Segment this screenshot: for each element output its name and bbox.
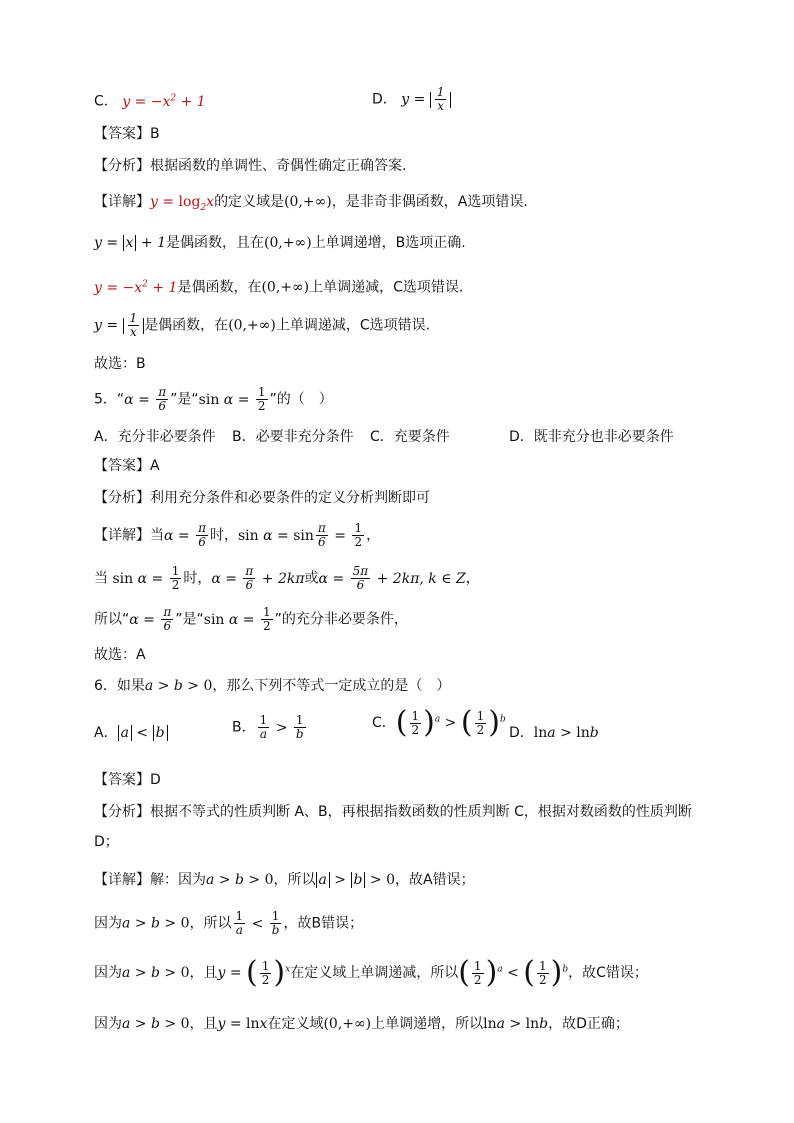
q6-option-b: B． $\frac{1}{a}$ > $\frac{1}{b}$ (232, 713, 304, 741)
q4-detail-4: y = $\frac{1}{x}$ 是偶函数，在(0,+∞)上单调递减，C选项错误. (94, 311, 431, 339)
q6-stem: 6．如果a > b > 0，那么下列不等式一定成立的是（ ） (94, 678, 451, 694)
q5-choice: 故选：A (94, 647, 146, 663)
q4-analysis: 【分析】根据函数的单调性、奇偶性确定正确答案. (94, 158, 407, 174)
q6-detail-2: 因为a > b > 0，所以 $\frac{1}{a}$ < $\frac{1}{b}$ ，故B错误； (94, 909, 364, 937)
q6-option-d: D．lna > lnb (509, 725, 599, 741)
q5-option-d: D．既非充分也非必要条件 (509, 429, 674, 445)
option-c-row (94, 88, 206, 112)
q5-detail-1: 【详解】当α = $\frac{\pi}{6}$ 时，sin α = sin $\frac{\pi}{6}$ = $\frac{1}{2}$ ， (94, 521, 381, 549)
option-c-formula: $y = -x^2 + 1$ (122, 93, 206, 110)
q5-option-c: C．充要条件 (370, 429, 450, 445)
q5-analysis: 【分析】利用充分条件和必要条件的定义分析判断即可 (94, 490, 430, 506)
q5-detail-2: 当 sin α = $\frac{1}{2}$ 时，α = $\frac{\pi}{6}$ + 2kπ或α = $\frac{5\pi}{6}$ + 2kπ, k ∈ Z， (94, 564, 480, 592)
q6-option-a: A． a < b (94, 722, 168, 742)
q5-detail-3: 所以“α = $\frac{\pi}{6}$ ”是“sin α = $\frac{1}{2}$ ”的充分非必要条件， (94, 605, 408, 633)
q6-detail-3: 因为a > b > 0，且y = ( $\frac{1}{2}$ )$^x$在定义域上单调递减，所以( $\frac{1}{2}$ )$^a$ < ( $\frac{1}{2}$ )$^b$，故C错误； (94, 955, 648, 990)
q6-option-c: C．( $\frac{1}{2}$ )$^a$ > ( $\frac{1}{2}$ )$^b$ (372, 705, 506, 740)
q6-analysis-2: D； (94, 834, 119, 850)
q4-detail-3: $y = -x^2 + 1$是偶函数，在(0,+∞)上单调递减，C选项错误. (94, 279, 464, 296)
q5-option-b: B．必要非充分条件 (232, 429, 354, 445)
q6-detail-1: 【详解】解：因为a > b > 0，所以 a > b > 0，故A错误； (94, 872, 475, 888)
option-d-formula: y = $\frac{1}{x}$ (401, 92, 451, 108)
q5-stem: 5．“α = $\frac{\pi}{6}$ ”是“sin α = $\frac{1}{2}$ ”的（ ） (94, 385, 333, 413)
option-d-row (372, 86, 451, 113)
q6-analysis-1: 【分析】根据不等式的性质判断 A、B，再根据指数函数的性质判断 C，根据对数函数的性质判断 (94, 804, 692, 820)
option-c-label: C． (94, 93, 118, 110)
q4-detail-1: 【详解】$y = \log_2x$的定义域是(0,+∞)，是非奇非偶函数，A选项错误. (94, 194, 528, 213)
q4-choice: 故选：B (94, 356, 146, 372)
q5-answer: 【答案】A (94, 458, 160, 474)
q4-detail-tag: 【详解】 (94, 194, 150, 210)
q6-answer: 【答案】D (94, 772, 161, 788)
q6-detail-4: 因为a > b > 0，且y = lnx在定义域(0,+∞)上单调递增，所以lna > lnb，故D正确； (94, 1016, 629, 1032)
q4-detail-2: y = x + 1是偶函数，且在(0,+∞)上单调递增，B选项正确. (94, 235, 466, 251)
q4-answer: 【答案】B (94, 126, 160, 142)
option-d-label: D． (372, 91, 397, 108)
q5-option-a: A．充分非必要条件 (94, 429, 216, 445)
